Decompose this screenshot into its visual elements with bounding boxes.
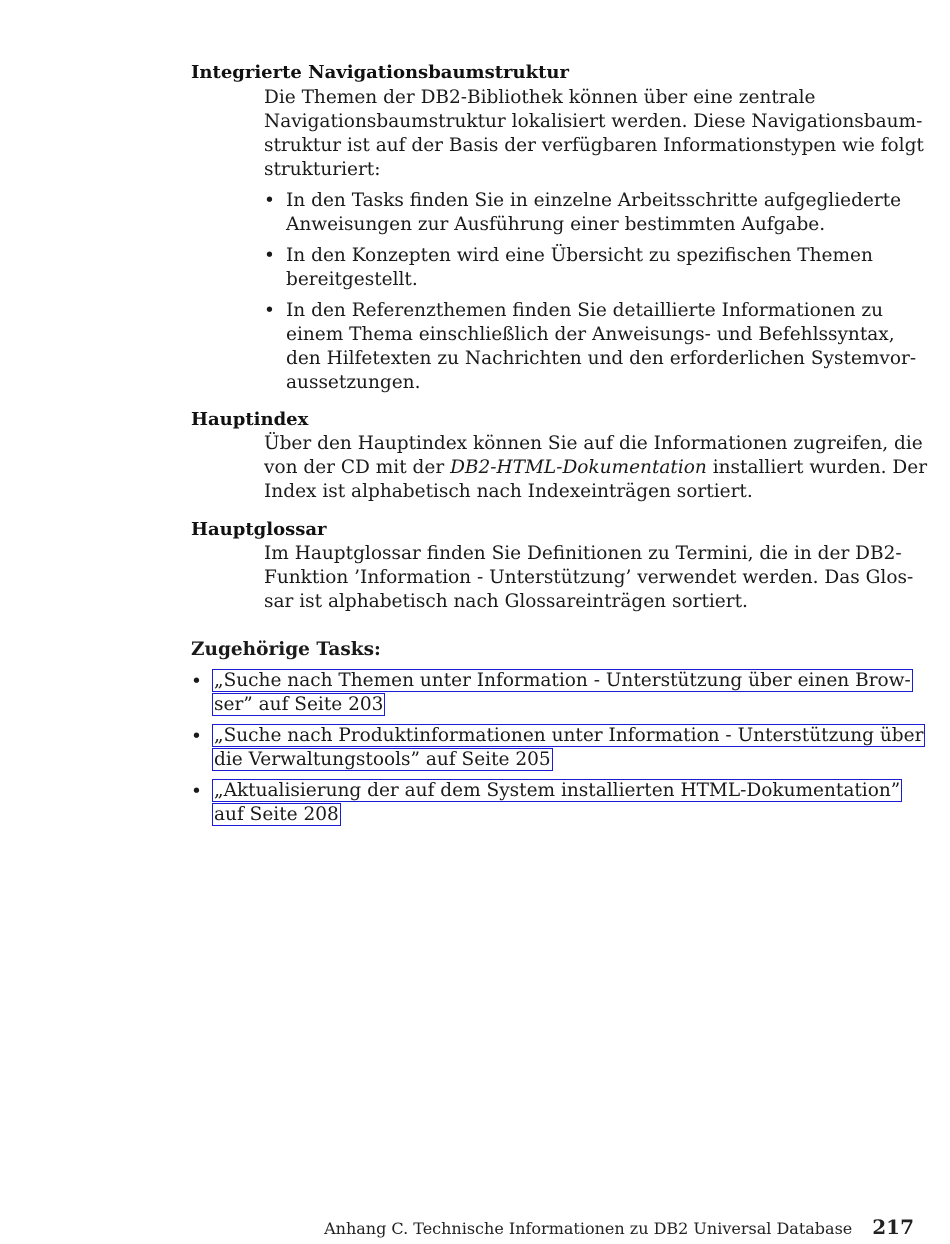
list-item <box>191 779 911 827</box>
bullet-icon: • <box>264 190 275 211</box>
task-link-search-product-info[interactable]: „Suche nach Produktinformationen unter Information - Unterstützung über <box>214 725 924 746</box>
text-line: Navigationsbaumstruktur lokalisiert werden. Diese Navigationsbaum- <box>264 111 923 132</box>
related-tasks-heading: Zugehörige Tasks: <box>191 639 381 660</box>
text-line <box>264 456 928 480</box>
bullet-icon: • <box>264 245 275 266</box>
definition-main-index <box>264 432 928 504</box>
text-line: In den Referenzthemen finden Sie detaillierte Informationen zu <box>286 300 884 321</box>
text-line: strukturiert: <box>264 159 381 180</box>
definition-navigation-tree <box>264 86 924 182</box>
term-main-index: Hauptindex <box>191 409 309 430</box>
text-line: Funktion ’Information - Unterstützung’ verwendet werden. Das Glos- <box>264 567 914 588</box>
text-line: sar ist alphabetisch nach Glossareinträgen sortiert. <box>264 591 748 612</box>
bullet-icon: • <box>191 671 202 692</box>
bullet-icon: • <box>191 781 202 802</box>
page-footer <box>324 1215 914 1241</box>
text-line: den Hilfetexten zu Nachrichten und den erforderlichen Systemvor- <box>286 348 917 369</box>
task-link-search-product-info-cont[interactable]: die Verwaltungstools” auf Seite 205 <box>214 749 551 770</box>
list-item <box>264 244 914 292</box>
italic-title: DB2-HTML-Dokumentation <box>450 457 707 478</box>
text-line: aussetzungen. <box>286 372 421 393</box>
text-line: In den Konzepten wird eine Übersicht zu spezifischen Themen <box>286 245 873 266</box>
text-line: einem Thema einschließlich der Anweisungs- und Befehlssyntax, <box>286 324 895 345</box>
info-type-list <box>264 189 917 402</box>
page-number: 217 <box>872 1215 914 1239</box>
text-line: Index ist alphabetisch nach Indexeinträgen sortiert. <box>264 481 753 502</box>
list-item <box>191 669 911 717</box>
list-item <box>264 299 917 395</box>
term-navigation-tree: Integrierte Navigationsbaumstruktur <box>191 62 569 83</box>
text-line: struktur ist auf der Basis der verfügbaren Informationstypen wie folgt <box>264 135 924 156</box>
bullet-icon: • <box>264 300 275 321</box>
bullet-icon: • <box>191 726 202 747</box>
task-link-update-html-docs[interactable]: „Aktualisierung der auf dem System installierten HTML-Dokumentation” <box>214 780 901 801</box>
text-line: In den Tasks finden Sie in einzelne Arbeitsschritte aufgegliederte <box>286 190 902 211</box>
list-item <box>264 189 914 237</box>
text-segment: installiert wurden. Der <box>706 457 928 478</box>
text-line: Über den Hauptindex können Sie auf die Informationen zugreifen, die <box>264 433 923 454</box>
task-link-update-html-docs-cont[interactable]: auf Seite 208 <box>214 804 339 825</box>
text-line: Die Themen der DB2-Bibliothek können über eine zentrale <box>264 87 816 108</box>
definition-main-glossary <box>264 542 914 614</box>
related-tasks-list <box>191 669 924 834</box>
footer-text: Anhang C. Technische Informationen zu DB2 Universal Database <box>324 1219 853 1238</box>
text-segment: von der CD mit der <box>264 457 451 478</box>
list-item <box>191 724 924 772</box>
term-main-glossary: Hauptglossar <box>191 519 327 540</box>
text-line: Anweisungen zur Ausführung einer bestimmten Aufgabe. <box>286 214 826 235</box>
task-link-search-topics[interactable]: „Suche nach Themen unter Information - Unterstützung über einen Brow- <box>214 670 911 691</box>
text-line: Im Hauptglossar finden Sie Definitionen zu Termini, die in der DB2- <box>264 543 902 564</box>
text-line: bereitgestellt. <box>286 269 418 290</box>
task-link-search-topics-cont[interactable]: ser” auf Seite 203 <box>214 694 384 715</box>
